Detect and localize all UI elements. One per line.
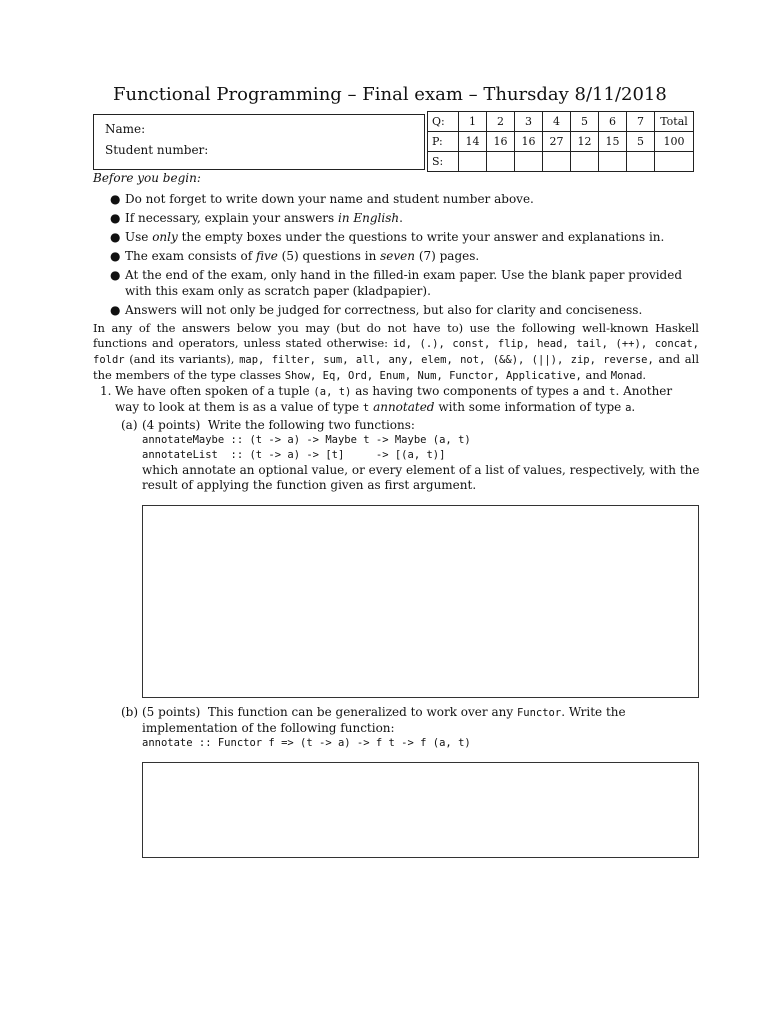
list-item: ● Do not forget to write down your name and student number above.	[110, 192, 534, 206]
student-number-label: Student number:	[105, 143, 209, 157]
list-item: ● The exam consists of five (5) questions in seven (7) pages.	[110, 249, 480, 263]
question-1b	[121, 705, 701, 751]
p-cell-total: 100	[655, 132, 694, 152]
bullet-icon: ●	[110, 230, 121, 244]
instructions-list	[110, 191, 700, 321]
list-item: ● Use only the empty boxes under the questions to write your answer and explanations in.	[110, 230, 665, 244]
list-item: ● Answers will not only be judged for correctness, but also for clarity and conciseness.	[110, 303, 643, 317]
before-you-begin-label: Before you begin:	[93, 171, 201, 185]
name-box[interactable]	[93, 114, 425, 170]
q-cell: 7	[627, 112, 655, 132]
q-cell-total: Total	[655, 112, 694, 132]
q-cell: 5	[571, 112, 599, 132]
p-cell: 16	[487, 132, 515, 152]
score-table	[427, 111, 694, 172]
q-cell: 1	[459, 112, 487, 132]
answer-box-1b[interactable]	[142, 762, 699, 858]
s-cell[interactable]	[571, 152, 599, 172]
q-cell: 4	[543, 112, 571, 132]
question-1	[100, 384, 700, 416]
s-cell[interactable]	[599, 152, 627, 172]
part-label: (b)	[121, 705, 139, 719]
answer-box-1a[interactable]	[142, 505, 699, 698]
p-cell: 14	[459, 132, 487, 152]
part-b-prompt: (5 points) This function can be generalized to work over any Functor. Write the implementation of the following function:	[142, 705, 626, 735]
s-cell[interactable]	[627, 152, 655, 172]
allowed-functions-paragraph: In any of the answers below you may (but do not have to) use the following well-known Haskell functions and operators, unless stated otherwise: id, (.), const, flip, head, tail, (++), concat, foldr (and its variants), map, filter, sum, all, any, elem, not, (&&), (||), zip, reverse, and all the members of the type classes Show, Eq, Ord, Enum, Num, Functor, Applicative, and Monad.	[93, 321, 699, 382]
p-cell: 12	[571, 132, 599, 152]
part-label: (a)	[121, 418, 138, 432]
s-cell[interactable]	[459, 152, 487, 172]
bullet-icon: ●	[110, 211, 121, 225]
list-item: ● If necessary, explain your answers in English.	[110, 211, 403, 225]
code-line: annotate :: Functor f => (t -> a) -> f t -> f (a, t)	[142, 737, 471, 749]
page-title: Functional Programming – Final exam – Thursday 8/11/2018	[113, 84, 667, 105]
bullet-icon: ●	[110, 303, 121, 317]
score-row-scores	[428, 152, 694, 172]
p-cell: 16	[515, 132, 543, 152]
name-label: Name:	[105, 122, 146, 136]
q-cell: 2	[487, 112, 515, 132]
bullet-icon: ●	[110, 192, 121, 206]
score-row-questions	[428, 112, 694, 132]
question-text: We have often spoken of a tuple (a, t) as having two components of types a and t. Another way to look at them is as a value of type t annotated with some information of type a.	[115, 384, 673, 414]
p-cell: 27	[543, 132, 571, 152]
q-cell: 3	[515, 112, 543, 132]
row-label-q: Q:	[428, 112, 459, 132]
s-cell-total[interactable]	[655, 152, 694, 172]
part-a-description: which annotate an optional value, or every element of a list of values, respectively, with the result of applying the function given as first argument.	[142, 463, 700, 492]
s-cell[interactable]	[487, 152, 515, 172]
bullet-icon: ●	[110, 249, 121, 263]
bullet-icon: ●	[110, 268, 121, 282]
s-cell[interactable]	[515, 152, 543, 172]
q-cell: 6	[599, 112, 627, 132]
list-item: ● At the end of the exam, only hand in the filled-in exam paper. Use the blank paper provided with this exam only as scratch paper (kladpapier).	[110, 268, 683, 298]
question-number: 1.	[100, 384, 112, 398]
part-a-prompt: (4 points) Write the following two functions:	[142, 418, 415, 432]
question-1a	[121, 418, 701, 493]
row-label-p: P:	[428, 132, 459, 152]
p-cell: 15	[599, 132, 627, 152]
score-row-points	[428, 132, 694, 152]
p-cell: 5	[627, 132, 655, 152]
s-cell[interactable]	[543, 152, 571, 172]
code-line: annotateMaybe :: (t -> a) -> Maybe t -> Maybe (a, t)	[142, 434, 471, 446]
row-label-s: S:	[428, 152, 459, 172]
code-line: annotateList :: (t -> a) -> [t] -> [(a, t)]	[142, 449, 446, 461]
